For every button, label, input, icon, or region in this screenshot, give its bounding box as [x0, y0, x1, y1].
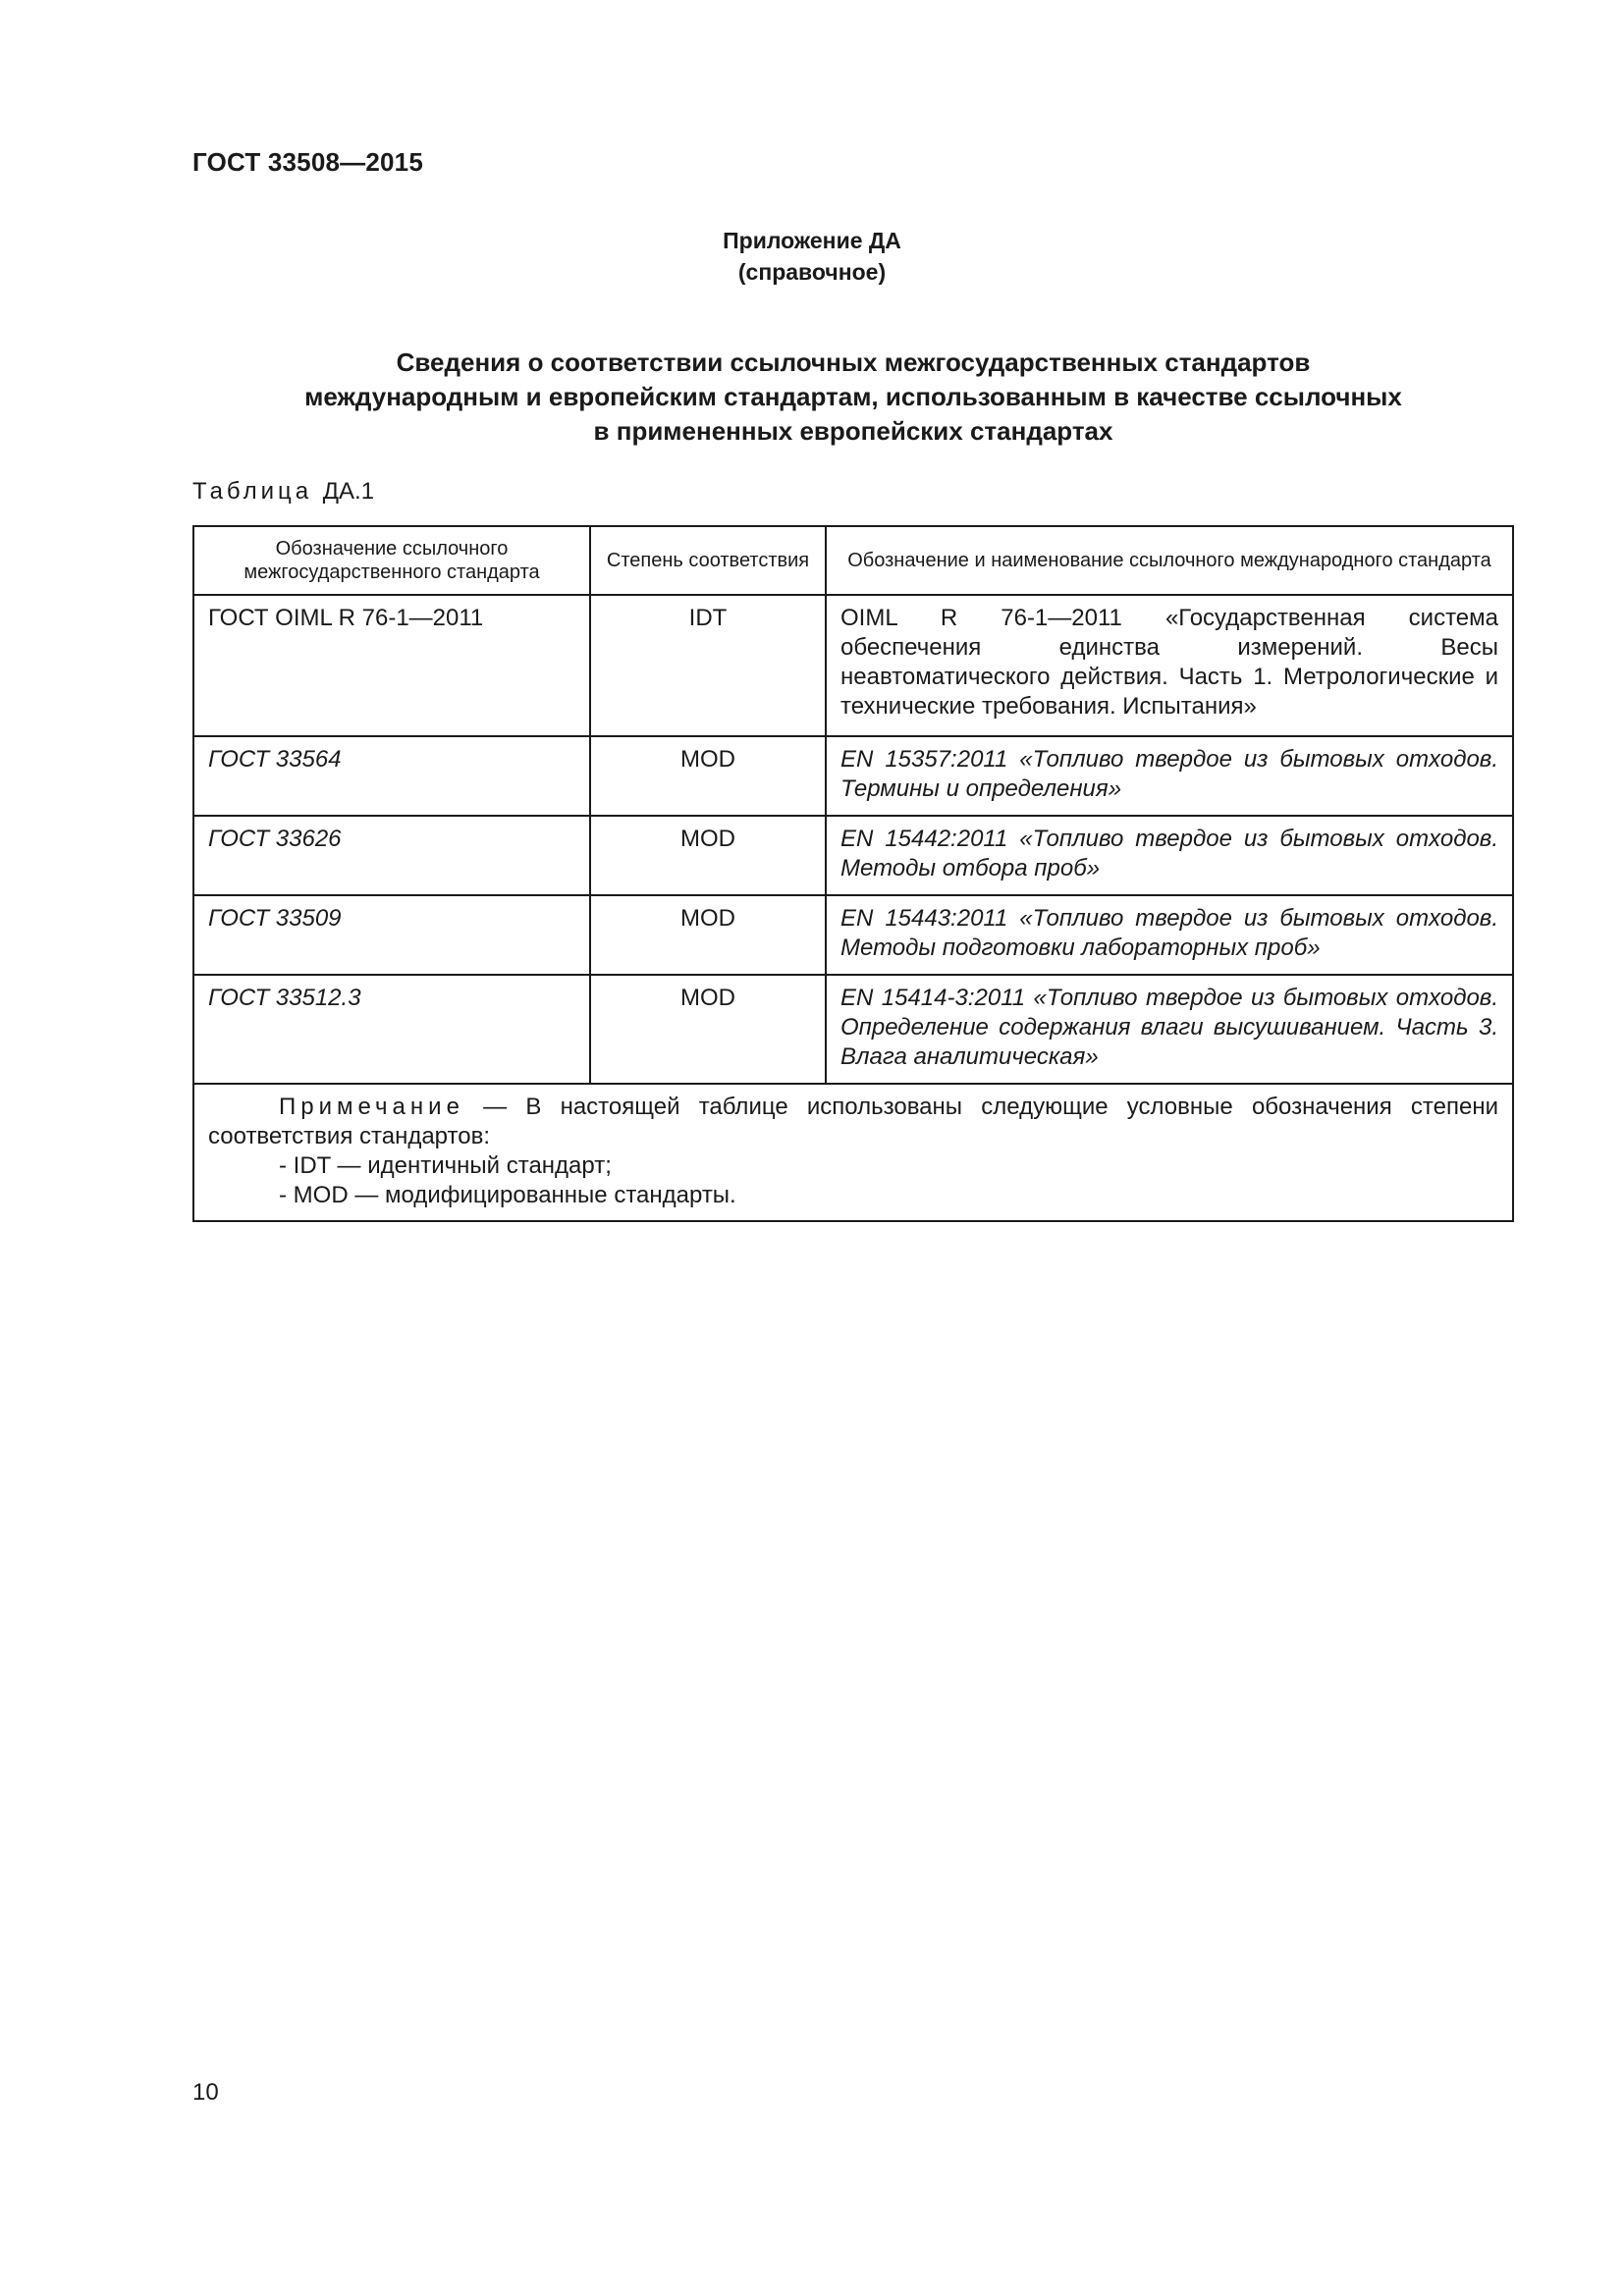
cell-reference: EN 15443:2011 «Топливо твердое из бытовых отходов. Методы подготовки лабораторных проб»	[826, 895, 1513, 975]
page-number: 10	[192, 2079, 219, 2106]
note-text: В настоящей таблице использованы следующие условные обозначения степени соответствия стандартов:	[208, 1094, 1498, 1149]
table-row	[193, 975, 1513, 1084]
column-header-degree: Степень соответствия	[590, 526, 826, 595]
column-header-standard: Обозначение ссылочного межгосударственного стандарта	[193, 526, 590, 595]
table-note	[193, 1084, 1513, 1221]
cell-reference: EN 15442:2011 «Топливо твердое из бытовых отходов. Методы отбора проб»	[826, 816, 1513, 895]
column-header-reference: Обозначение и наименование ссылочного международного стандарта	[826, 526, 1513, 595]
document-designation: ГОСТ 33508—2015	[192, 147, 423, 177]
cell-standard: ГОСТ 33509	[193, 895, 590, 975]
table-row	[193, 595, 1513, 736]
cell-degree: MOD	[590, 895, 826, 975]
table-row	[193, 736, 1513, 816]
cell-reference: OIML R 76-1—2011 «Государственная система обеспечения единства измерений. Весы неавтоматического действия. Часть 1. Метрологические и технические требования. Испытания»	[826, 595, 1513, 736]
heading-line: в примененных европейских стандартах	[593, 416, 1113, 446]
note-dash: —	[463, 1094, 526, 1120]
table-caption	[192, 478, 374, 506]
cell-degree: MOD	[590, 736, 826, 816]
heading-line: Сведения о соответствии ссылочных межгосударственных стандартов	[396, 347, 1311, 377]
annex-title: Приложение ДА	[723, 228, 901, 253]
cell-degree: MOD	[590, 816, 826, 895]
reference-standards-table	[192, 525, 1514, 1222]
cell-standard: ГОСТ OIML R 76-1—2011	[193, 595, 590, 736]
annex-subtitle: (справочное)	[737, 259, 887, 285]
table-caption-number: ДА.1	[322, 478, 375, 505]
note-paragraph	[208, 1093, 1498, 1151]
cell-degree: IDT	[590, 595, 826, 736]
note-item: - MOD — модифицированные стандарты.	[279, 1182, 736, 1208]
cell-standard: ГОСТ 33512.3	[193, 975, 590, 1084]
note-item: - IDT — идентичный стандарт;	[279, 1152, 612, 1179]
table-note-row	[193, 1084, 1513, 1221]
cell-reference: EN 15414-3:2011 «Топливо твердое из бытовых отходов. Определение содержания влаги высушиванием. Часть 3. Влага аналитическая»	[826, 975, 1513, 1084]
table-header-row	[193, 526, 1513, 595]
table-caption-word: Таблица	[192, 478, 313, 505]
table-row	[193, 895, 1513, 975]
annex-heading	[192, 346, 1514, 449]
cell-degree: MOD	[590, 975, 826, 1084]
note-label: Примечание	[279, 1094, 464, 1120]
cell-standard: ГОСТ 33626	[193, 816, 590, 895]
cell-reference: EN 15357:2011 «Топливо твердое из бытовых отходов. Термины и определения»	[826, 736, 1513, 816]
cell-standard: ГОСТ 33564	[193, 736, 590, 816]
table-row	[193, 816, 1513, 895]
heading-line: международным и европейским стандартам, использованным в качестве ссылочных	[304, 382, 1402, 411]
